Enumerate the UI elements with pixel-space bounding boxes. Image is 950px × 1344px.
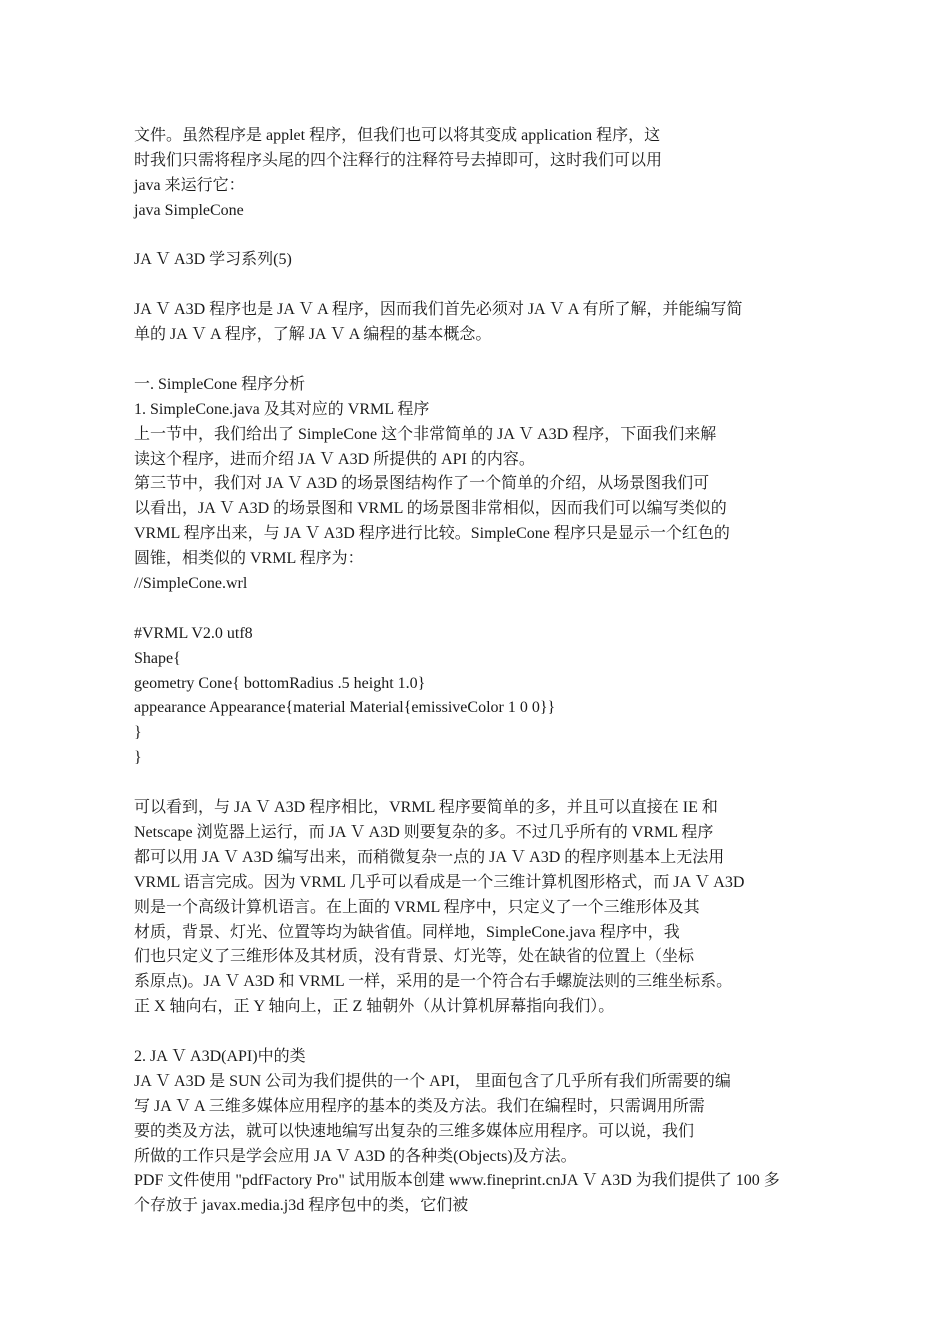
text-line: 个存放于 javax.media.j3d 程序包中的类，它们被: [134, 1197, 469, 1215]
text-line: Netscape 浏览器上运行，而 JA Ｖ A3D 则要复杂的多。不过几乎所有的 VRML 程序: [134, 823, 714, 841]
text-line: 材质，背景、灯光、位置等均为缺省值。同样地，SimpleCone.java 程序中，我: [134, 923, 680, 941]
text-line: 以看出，JA Ｖ A3D 的场景图和 VRML 的场景图非常相似，因而我们可以编写类似的: [134, 500, 727, 518]
text-line: 圆锥，相类似的 VRML 程序为：: [134, 550, 364, 568]
text-line: VRML 语言完成。因为 VRML 几乎可以看成是一个三维计算机图形格式，而 JA Ｖ A3D: [134, 873, 745, 891]
blank-line: [134, 771, 834, 796]
text-line: java 来运行它：: [134, 176, 245, 194]
text-line: 一. SimpleCone 程序分析: [134, 375, 306, 393]
text-line: 读这个程序，进而介绍 JA Ｖ A3D 所提供的 API 的内容。: [134, 450, 535, 468]
document-body: [134, 124, 834, 1219]
text-line: PDF 文件使用 "pdfFactory Pro" 试用版本创建 www.fineprint.cnJA Ｖ A3D 为我们提供了 100 多: [134, 1172, 780, 1190]
text-line: }: [134, 724, 142, 742]
text-line: java SimpleCone: [134, 201, 244, 219]
text-line: JA Ｖ A3D 程序也是 JA Ｖ A 程序，因而我们首先必须对 JA Ｖ A 有所了解，并能编写简: [134, 301, 743, 319]
text-line: 都可以用 JA Ｖ A3D 编写出来，而稍微复杂一点的 JA Ｖ A3D 的程序则基本上无法用: [134, 848, 725, 866]
text-line: 文件。虽然程序是 applet 程序，但我们也可以将其变成 application 程序，这: [134, 127, 661, 144]
text-line: 系原点)。JA Ｖ A3D 和 VRML 一样，采用的是一个符合右手螺旋法则的三维坐标系。: [134, 973, 733, 991]
blank-line: [134, 273, 834, 298]
text-line: 1. SimpleCone.java 及其对应的 VRML 程序: [134, 400, 430, 418]
blank-line: [134, 597, 834, 622]
blank-line: [134, 348, 834, 373]
text-line: 可以看到，与 JA Ｖ A3D 程序相比，VRML 程序要简单的多，并且可以直接在 IE 和: [134, 799, 718, 817]
text-line: 所做的工作只是学会应用 JA Ｖ A3D 的各种类(Objects)及方法。: [134, 1147, 577, 1165]
text-line: }: [134, 749, 142, 767]
text-line: //SimpleCone.wrl: [134, 575, 248, 593]
text-line: #VRML V2.0 utf8: [134, 624, 253, 642]
text-line: Shape{: [134, 649, 181, 667]
text-line: geometry Cone{ bottomRadius .5 height 1.0}: [134, 674, 426, 692]
text-line: 们也只定义了三维形体及其材质，没有背景、灯光等，处在缺省的位置上（坐标: [134, 948, 695, 966]
text-line: 时我们只需将程序头尾的四个注释行的注释符号去掉即可，这时我们可以用: [134, 151, 663, 169]
text-line: JA Ｖ A3D 学习系列(5): [134, 251, 292, 269]
text-line: 则是一个高级计算机语言。在上面的 VRML 程序中，只定义了一个三维形体及其: [134, 898, 700, 916]
text-line: 单的 JA Ｖ A 程序，了解 JA Ｖ A 编程的基本概念。: [134, 326, 492, 344]
text-line: 第三节中，我们对 JA Ｖ A3D 的场景图结构作了一个简单的介绍，从场景图我们可: [134, 475, 710, 493]
blank-line: [134, 1020, 834, 1045]
text-line: JA Ｖ A3D 是 SUN 公司为我们提供的一个 API， 里面包含了几乎所有我们所需要的编: [134, 1072, 731, 1090]
text-line: VRML 程序出来，与 JA Ｖ A3D 程序进行比较。SimpleCone 程序只是显示一个红色的: [134, 525, 730, 543]
blank-line: [134, 224, 834, 249]
text-line: 上一节中，我们给出了 SimpleCone 这个非常简单的 JA Ｖ A3D 程序，下面我们来解: [134, 425, 717, 443]
text-line: 要的类及方法，就可以快速地编写出复杂的三维多媒体应用程序。可以说，我们: [134, 1122, 695, 1140]
text-line: 写 JA Ｖ A 三维多媒体应用程序的基本的类及方法。我们在编程时，只需调用所需: [134, 1097, 705, 1115]
text-line: appearance Appearance{material Material{emissiveColor 1 0 0}}: [134, 699, 556, 717]
text-line: 2. JA Ｖ A3D(API)中的类: [134, 1047, 306, 1065]
text-line: 正 X 轴向右，正 Y 轴向上，正 Z 轴朝外（从计算机屏幕指向我们）。: [134, 998, 615, 1016]
